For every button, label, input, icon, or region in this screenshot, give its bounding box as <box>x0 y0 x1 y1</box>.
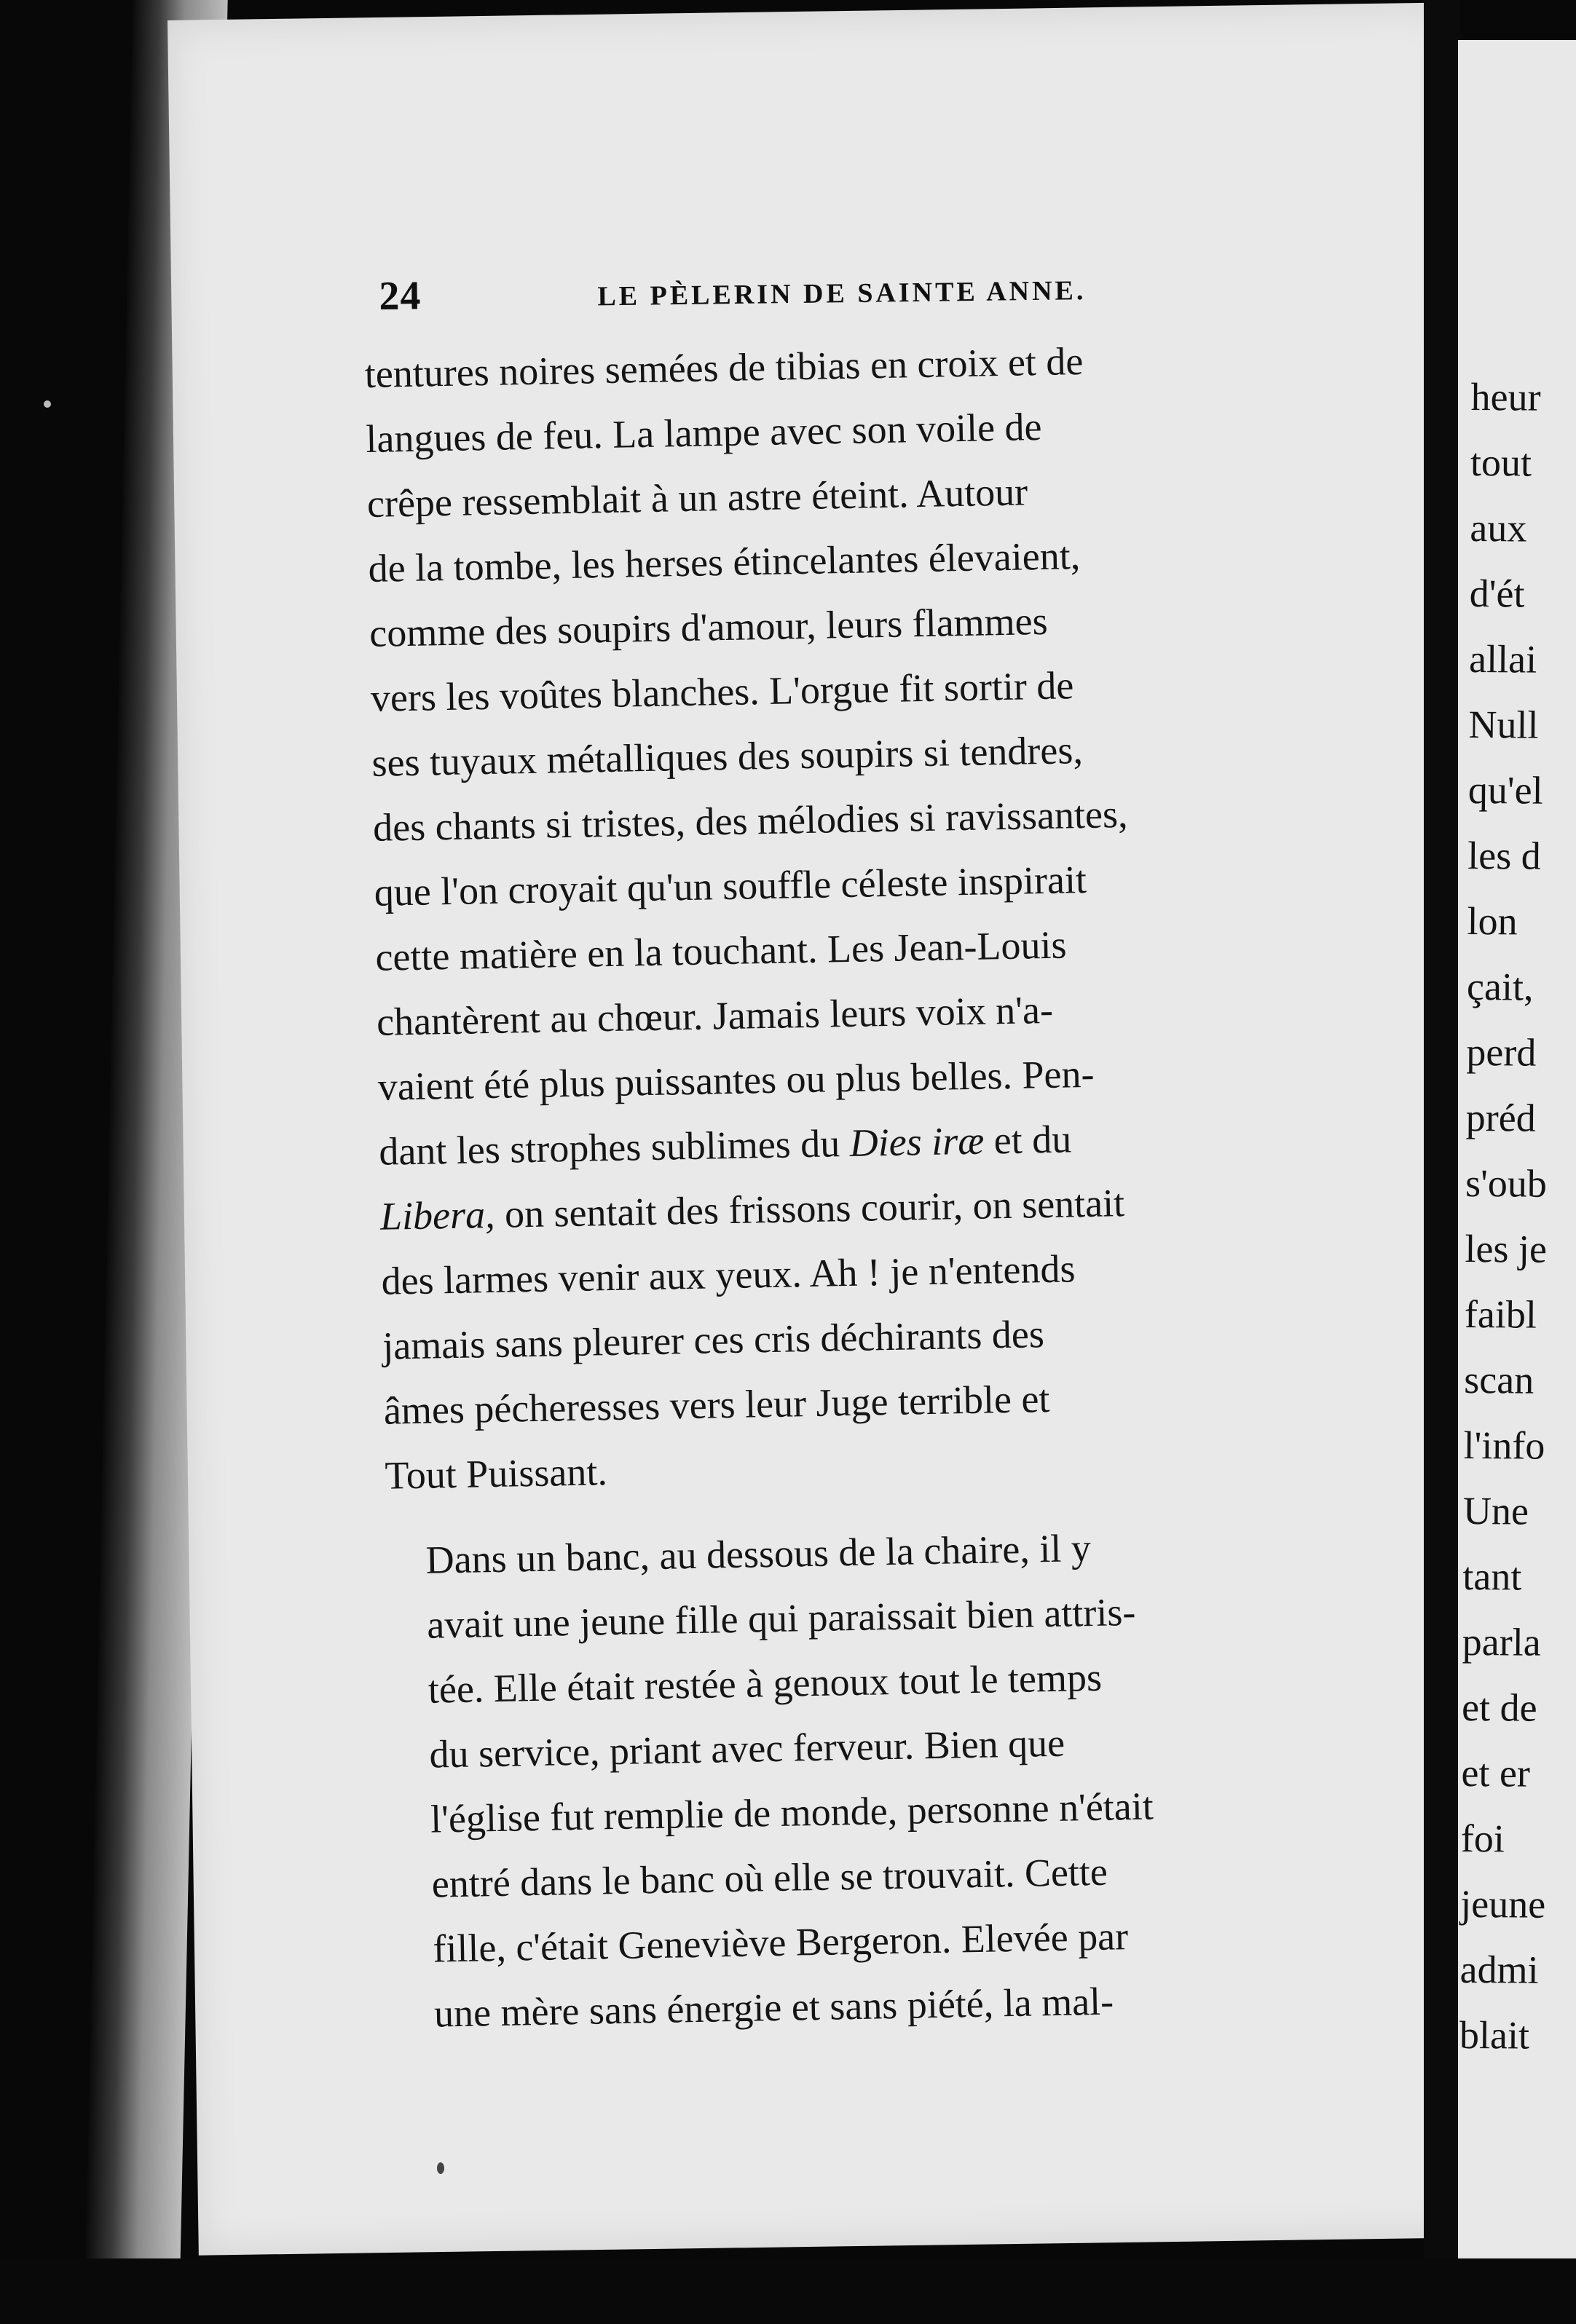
text-line: crêpe ressemblait à un astre éteint. Autour <box>366 470 1028 526</box>
fragment-line: les d <box>1467 833 1541 878</box>
running-title: LE PÈLERIN DE SAINTE ANNE. <box>597 275 1087 312</box>
fragment-line: préd <box>1465 1095 1536 1140</box>
fragment-line: allai <box>1468 636 1537 681</box>
text-line: de la tombe, les herses étincelantes élevaient, <box>368 534 1081 590</box>
text-line: du service, priant avec ferveur. Bien que <box>429 1720 1065 1776</box>
fragment-line: aux <box>1470 505 1527 550</box>
text-line: entré dans le banc où elle se trouvait. Cette <box>431 1849 1108 1906</box>
text-line: âmes pécheresses vers leur Juge terrible et <box>383 1376 1050 1433</box>
fragment-line: jeune <box>1460 1881 1546 1926</box>
fragment-line: foi <box>1460 1816 1505 1861</box>
text-line: Tout Puissant. <box>384 1450 608 1498</box>
fragment-line: scan <box>1464 1357 1534 1402</box>
paragraph-1 <box>364 323 1434 1509</box>
text-line: tentures noires semées de tibias en croix et de <box>364 339 1084 396</box>
fragment-line: et er <box>1461 1750 1531 1795</box>
text-line: comme des soupirs d'amour, leurs flammes <box>369 598 1049 655</box>
fragment-line: admi <box>1459 1947 1539 1992</box>
text-line: que l'on croyait qu'un souffle céleste inspirait <box>374 857 1087 914</box>
latin-title-libera: Libera, <box>379 1192 496 1238</box>
fragment-line: heur <box>1470 374 1541 419</box>
text-run: et du <box>983 1117 1072 1163</box>
fragment-line: Une <box>1462 1488 1529 1533</box>
text-run: dant les strophes sublimes du <box>378 1120 851 1174</box>
right-page-text <box>1459 364 1576 2058</box>
text-run: on sentait des frissons courir, on sentait <box>494 1181 1125 1236</box>
dust-speck <box>44 400 51 408</box>
text-line: ses tuyaux métalliques des soupirs si tendres, <box>371 728 1084 785</box>
fragment-line: parla <box>1462 1619 1541 1664</box>
fragment-line: Null <box>1468 702 1539 747</box>
text-line: vaient été plus puissantes ou plus belles. Pen- <box>377 1051 1095 1109</box>
fragment-line: s'oub <box>1465 1161 1548 1206</box>
text-line: cette matière en la touchant. Les Jean-Louis <box>374 922 1067 979</box>
paragraph-2 <box>386 1509 1444 2047</box>
fragment-line: faibl <box>1464 1292 1537 1337</box>
text-line: avait une jeune fille qui paraissait bien attris- <box>426 1589 1136 1647</box>
fragment-line: l'info <box>1463 1423 1545 1468</box>
fragment-line: les je <box>1465 1226 1548 1271</box>
text-line: l'église fut remplie de monde, personne n'était <box>430 1784 1154 1841</box>
text-line: des chants si tristes, des mélodies si ravissantes, <box>372 791 1128 850</box>
text-line: Dans un banc, au dessous de la chaire, il y <box>425 1525 1092 1582</box>
text-line: tée. Elle était restée à genoux tout le temps <box>428 1655 1103 1712</box>
fragment-line: blait <box>1459 2012 1530 2058</box>
ink-speck <box>437 2162 444 2174</box>
fragment-line: perd <box>1466 1029 1537 1075</box>
fragment-line: çait, <box>1466 964 1534 1009</box>
text-line: langues de feu. La lampe avec son voile de <box>365 404 1042 461</box>
text-line: une mère sans énergie et sans piété, la mal- <box>433 1979 1114 2036</box>
text-line: chantèrent au chœur. Jamais leurs voix n'a- <box>376 987 1054 1044</box>
fragment-line: et de <box>1461 1685 1537 1730</box>
bottom-shadow <box>0 2258 1576 2324</box>
fragment-line: tout <box>1470 440 1532 485</box>
fragment-line: lon <box>1467 898 1518 944</box>
text-line: vers les voûtes blanches. L'orgue fit sortir de <box>370 663 1074 720</box>
main-text <box>364 323 1442 2036</box>
text-line: fille, c'était Geneviève Bergeron. Elevée par <box>432 1914 1129 1971</box>
text-line: des larmes venir aux yeux. Ah ! je n'entends <box>381 1246 1076 1303</box>
text-line: jamais sans pleurer ces cris déchirants des <box>382 1312 1045 1368</box>
fragment-line: d'ét <box>1469 571 1525 616</box>
fragment-line: tant <box>1462 1554 1522 1599</box>
latin-title-dies-irae: Dies iræ <box>849 1118 985 1165</box>
fragment-line: qu'el <box>1467 767 1543 813</box>
page-number: 24 <box>379 273 422 319</box>
